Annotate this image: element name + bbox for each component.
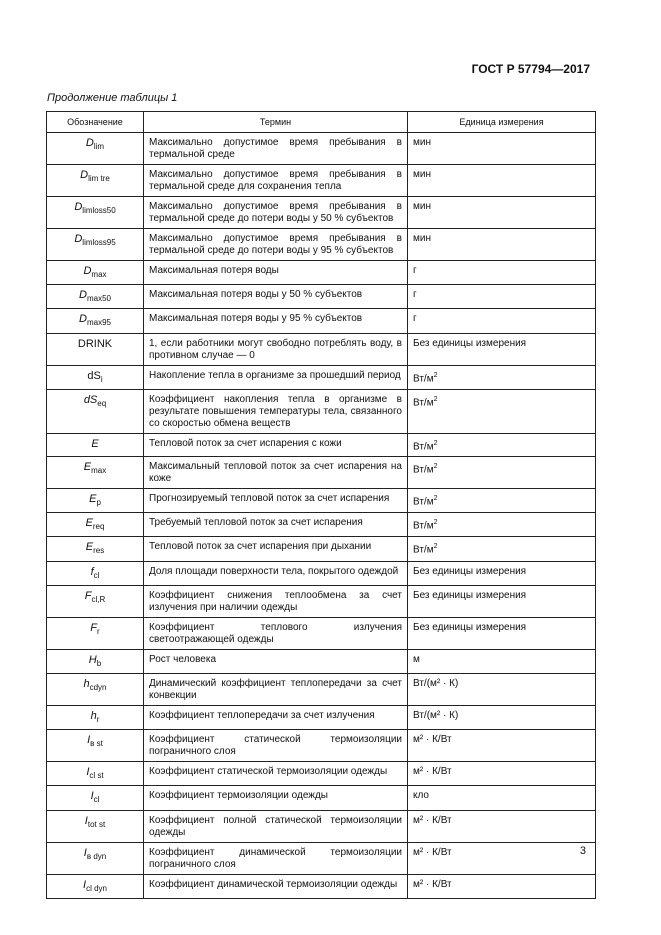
unit-text: Вт/м <box>413 372 434 384</box>
symbol-cell <box>47 165 144 197</box>
unit-text: м² · К/Вт <box>413 814 452 826</box>
table-row <box>47 489 596 513</box>
symbol-subscript: cl <box>93 570 100 580</box>
symbol-subscript: req <box>92 522 105 532</box>
table-row <box>47 649 596 673</box>
symbol-subscript: max95 <box>86 318 111 328</box>
symbol-subscript: res <box>93 546 105 556</box>
symbol-main: I <box>86 766 90 779</box>
symbol-main: I <box>84 814 88 827</box>
unit-cell <box>408 261 596 285</box>
column-header-term: Термин <box>144 112 408 133</box>
unit-cell <box>408 617 596 649</box>
table-row <box>47 365 596 389</box>
term-cell: Максимально допустимое время пребывания в термальной среде для сохранения тепла <box>144 165 408 197</box>
term-cell: Тепловой поток за счет испарения с кожи <box>144 433 408 456</box>
symbol-cell <box>47 365 144 389</box>
table-row <box>47 165 596 197</box>
symbol-main: D <box>80 169 89 181</box>
unit-cell <box>408 730 596 762</box>
term-cell: Рост человека <box>144 649 408 673</box>
column-header-unit: Единица измерения <box>408 112 596 133</box>
symbol-cell <box>47 513 144 537</box>
unit-cell <box>408 842 596 874</box>
term-cell: Доля площади поверхности тела, покрытого одеждой <box>144 561 408 585</box>
symbol-main: E <box>91 437 99 450</box>
table-row <box>47 842 596 874</box>
term-cell: Максимальная потеря воды <box>144 261 408 285</box>
unit-cell <box>408 874 596 898</box>
symbol-cell <box>47 730 144 762</box>
term-cell: Коэффициент снижения теплообмена за счет излучения при наличии одежды <box>144 585 408 617</box>
symbol-main: D <box>74 201 83 213</box>
table-row <box>47 786 596 810</box>
term-cell: Коэффициент накопления тепла в организме в результате повышения температуры тела, связанного со скоростью обмена веществ <box>144 389 408 433</box>
term-cell: Коэффициент статической термоизоляции одежды <box>144 762 408 786</box>
table-caption: Продолжение таблицы 1 <box>47 92 178 104</box>
unit-superscript: 2 <box>433 463 438 471</box>
unit-cell <box>408 457 596 489</box>
table-row <box>47 706 596 730</box>
unit-cell <box>408 333 596 365</box>
symbol-subscript: lim tre <box>88 174 110 184</box>
symbol-main: D <box>85 137 94 149</box>
unit-superscript: 2 <box>433 543 438 551</box>
unit-cell <box>408 649 596 673</box>
unit-cell <box>408 674 596 706</box>
symbol-main: I <box>87 734 91 747</box>
symbol-main: dS <box>83 393 98 406</box>
unit-cell <box>408 489 596 513</box>
unit-cell <box>408 537 596 561</box>
symbol-subscript: cl <box>93 795 100 805</box>
table-row <box>47 585 596 617</box>
symbol-main: E <box>85 517 93 530</box>
symbol-subscript: в dyn <box>86 851 107 861</box>
symbol-main: D <box>79 313 87 326</box>
document-code: ГОСТ Р 57794—2017 <box>471 62 590 76</box>
unit-text: Без единицы измерения <box>413 337 527 349</box>
symbol-subscript: cdyn <box>89 683 107 693</box>
unit-text: Без единицы измерения <box>413 565 527 577</box>
symbol-main: f <box>90 565 94 578</box>
table-row <box>47 513 596 537</box>
unit-text: мин <box>413 201 431 212</box>
unit-cell <box>408 810 596 842</box>
unit-superscript: 2 <box>433 519 438 527</box>
symbol-main: E <box>89 493 97 506</box>
unit-text: м <box>413 653 420 665</box>
unit-cell <box>408 513 596 537</box>
term-cell: Коэффициент теплопередачи за счет излучения <box>144 706 408 730</box>
term-cell: Накопление тепла в организме за прошедший период <box>144 365 408 389</box>
symbol-cell <box>47 585 144 617</box>
unit-text: Вт/(м² · К) <box>413 710 459 722</box>
term-cell: Максимально допустимое время пребывания в термальной среде до потери воды у 50 % субъектов <box>144 197 408 229</box>
symbol-subscript: limloss95 <box>82 238 116 248</box>
table-row <box>47 874 596 898</box>
unit-cell <box>408 433 596 456</box>
symbol-subscript: max <box>91 270 107 280</box>
unit-text: Вт/м <box>413 441 434 453</box>
unit-cell <box>408 165 596 197</box>
symbol-cell <box>47 649 144 673</box>
term-cell: Требуемый тепловой поток за счет испарения <box>144 513 408 537</box>
table-row <box>47 537 596 561</box>
symbol-main: E <box>83 461 92 474</box>
table-row <box>47 617 596 649</box>
unit-text: Вт/(м² · К) <box>413 678 459 690</box>
unit-text: г <box>413 289 417 301</box>
column-header-symbol: Обозначение <box>47 112 144 133</box>
table-row <box>47 730 596 762</box>
unit-superscript: 2 <box>433 495 438 503</box>
symbol-cell <box>47 309 144 333</box>
symbol-main: dS <box>87 369 101 382</box>
unit-text: Вт/м <box>413 520 434 532</box>
symbol-main: D <box>79 289 87 302</box>
unit-text: мин <box>413 233 431 244</box>
symbol-cell <box>47 674 144 706</box>
table-row <box>47 762 596 786</box>
symbol-cell <box>47 874 144 898</box>
table-row <box>47 389 596 433</box>
symbol-cell <box>47 617 144 649</box>
unit-text: г <box>413 313 417 325</box>
term-cell: Максимальный тепловой поток за счет испарения на коже <box>144 457 408 489</box>
symbol-subscript: cl,R <box>91 595 106 605</box>
term-cell: Коэффициент динамической термоизоляции одежды <box>144 874 408 898</box>
symbol-subscript: lim <box>93 142 105 152</box>
unit-superscript: 2 <box>433 439 438 447</box>
term-cell: Максимальная потеря воды у 95 % субъектов <box>144 309 408 333</box>
symbol-main: F <box>84 589 92 602</box>
symbol-main: DRINK <box>77 337 113 350</box>
symbol-subscript: r <box>97 627 100 637</box>
symbol-cell <box>47 261 144 285</box>
symbol-cell <box>47 537 144 561</box>
term-cell: Максимальная потеря воды у 50 % субъектов <box>144 285 408 309</box>
symbol-cell <box>47 389 144 433</box>
unit-text: Без единицы измерения <box>413 621 527 633</box>
term-cell: Коэффициент термоизоляции одежды <box>144 786 408 810</box>
term-cell: Коэффициент динамической термоизоляции пограничного слоя <box>144 842 408 874</box>
term-cell: Коэффициент статической термоизоляции пограничного слоя <box>144 730 408 762</box>
table-row <box>47 133 596 165</box>
symbol-cell <box>47 229 144 261</box>
symbol-subscript: b <box>96 659 102 669</box>
table-row <box>47 197 596 229</box>
symbol-subscript: eq <box>97 398 107 408</box>
table-row <box>47 309 596 333</box>
unit-cell <box>408 285 596 309</box>
unit-cell <box>408 389 596 433</box>
symbol-main: H <box>88 653 97 666</box>
unit-superscript: 2 <box>433 395 438 403</box>
unit-cell <box>408 762 596 786</box>
table-row <box>47 674 596 706</box>
unit-cell <box>408 197 596 229</box>
symbol-cell <box>47 457 144 489</box>
symbol-cell <box>47 762 144 786</box>
page-number: 3 <box>579 845 586 857</box>
term-cell: Прогнозируемый тепловой поток за счет испарения <box>144 489 408 513</box>
symbol-main: I <box>90 790 94 803</box>
unit-text: Вт/м <box>413 544 434 556</box>
unit-text: м² · К/Вт <box>413 846 452 858</box>
unit-text: мин <box>413 137 431 148</box>
symbol-cell <box>47 433 144 456</box>
unit-text: Без единицы измерения <box>413 589 527 601</box>
unit-cell <box>408 309 596 333</box>
table-header-row <box>47 112 596 133</box>
symbol-main: F <box>90 621 98 634</box>
symbol-cell <box>47 786 144 810</box>
symbol-main: h <box>90 710 97 723</box>
symbol-subscript: r <box>96 715 100 725</box>
symbol-cell <box>47 561 144 585</box>
unit-cell <box>408 133 596 165</box>
symbol-subscript: cl st <box>89 771 104 781</box>
term-cell: 1, если работники могут свободно потреблять воду, в противном случае — 0 <box>144 333 408 365</box>
term-cell: Динамический коэффициент теплопередачи за счет конвекции <box>144 674 408 706</box>
symbol-subscript: в st <box>90 739 103 749</box>
table-body <box>47 133 596 899</box>
unit-cell <box>408 786 596 810</box>
unit-text: Вт/м <box>413 496 434 508</box>
unit-cell <box>408 229 596 261</box>
table-row <box>47 561 596 585</box>
symbol-cell <box>47 333 144 365</box>
symbol-main: I <box>83 846 87 859</box>
term-cell: Тепловой поток за счет испарения при дыхании <box>144 537 408 561</box>
unit-text: м² · К/Вт <box>413 878 452 890</box>
unit-text: мин <box>413 169 431 180</box>
symbol-cell <box>47 489 144 513</box>
term-cell: Коэффициент полной статической термоизоляции одежды <box>144 810 408 842</box>
symbol-subscript: cl dyn <box>86 883 107 893</box>
symbol-subscript: p <box>96 498 101 508</box>
unit-cell <box>408 706 596 730</box>
symbol-cell <box>47 285 144 309</box>
unit-superscript: 2 <box>433 371 438 379</box>
unit-text: м² · К/Вт <box>413 734 452 746</box>
symbol-main: I <box>83 878 87 891</box>
terms-table <box>46 111 596 899</box>
table-row <box>47 433 596 456</box>
term-cell: Максимально допустимое время пребывания в термальной среде до потери воды у 95 % субъектов <box>144 229 408 261</box>
table-row <box>47 261 596 285</box>
table-row <box>47 457 596 489</box>
symbol-cell <box>47 197 144 229</box>
term-cell: Максимально допустимое время пребывания в термальной среде <box>144 133 408 165</box>
unit-text: г <box>413 265 417 276</box>
symbol-subscript: tot st <box>87 819 106 829</box>
symbol-subscript: limloss50 <box>82 206 116 216</box>
symbol-main: D <box>74 233 83 245</box>
symbol-cell <box>47 842 144 874</box>
symbol-subscript: max <box>91 466 107 476</box>
symbol-cell <box>47 810 144 842</box>
unit-cell <box>408 365 596 389</box>
symbol-cell <box>47 706 144 730</box>
symbol-subscript: max50 <box>86 294 111 304</box>
symbol-main: h <box>83 678 90 691</box>
table-row <box>47 285 596 309</box>
unit-cell <box>408 561 596 585</box>
unit-text: м² · К/Вт <box>413 766 452 778</box>
symbol-cell <box>47 133 144 165</box>
table-row <box>47 333 596 365</box>
table-row <box>47 810 596 842</box>
unit-text: Вт/м <box>413 464 434 476</box>
unit-cell <box>408 585 596 617</box>
table-row <box>47 229 596 261</box>
unit-text: кло <box>413 790 429 802</box>
symbol-subscript: i <box>100 374 103 384</box>
term-cell: Коэффициент теплового излучения светоотражающей одежды <box>144 617 408 649</box>
symbol-main: D <box>83 265 92 277</box>
unit-text: Вт/м <box>413 397 434 409</box>
symbol-main: E <box>85 541 94 554</box>
